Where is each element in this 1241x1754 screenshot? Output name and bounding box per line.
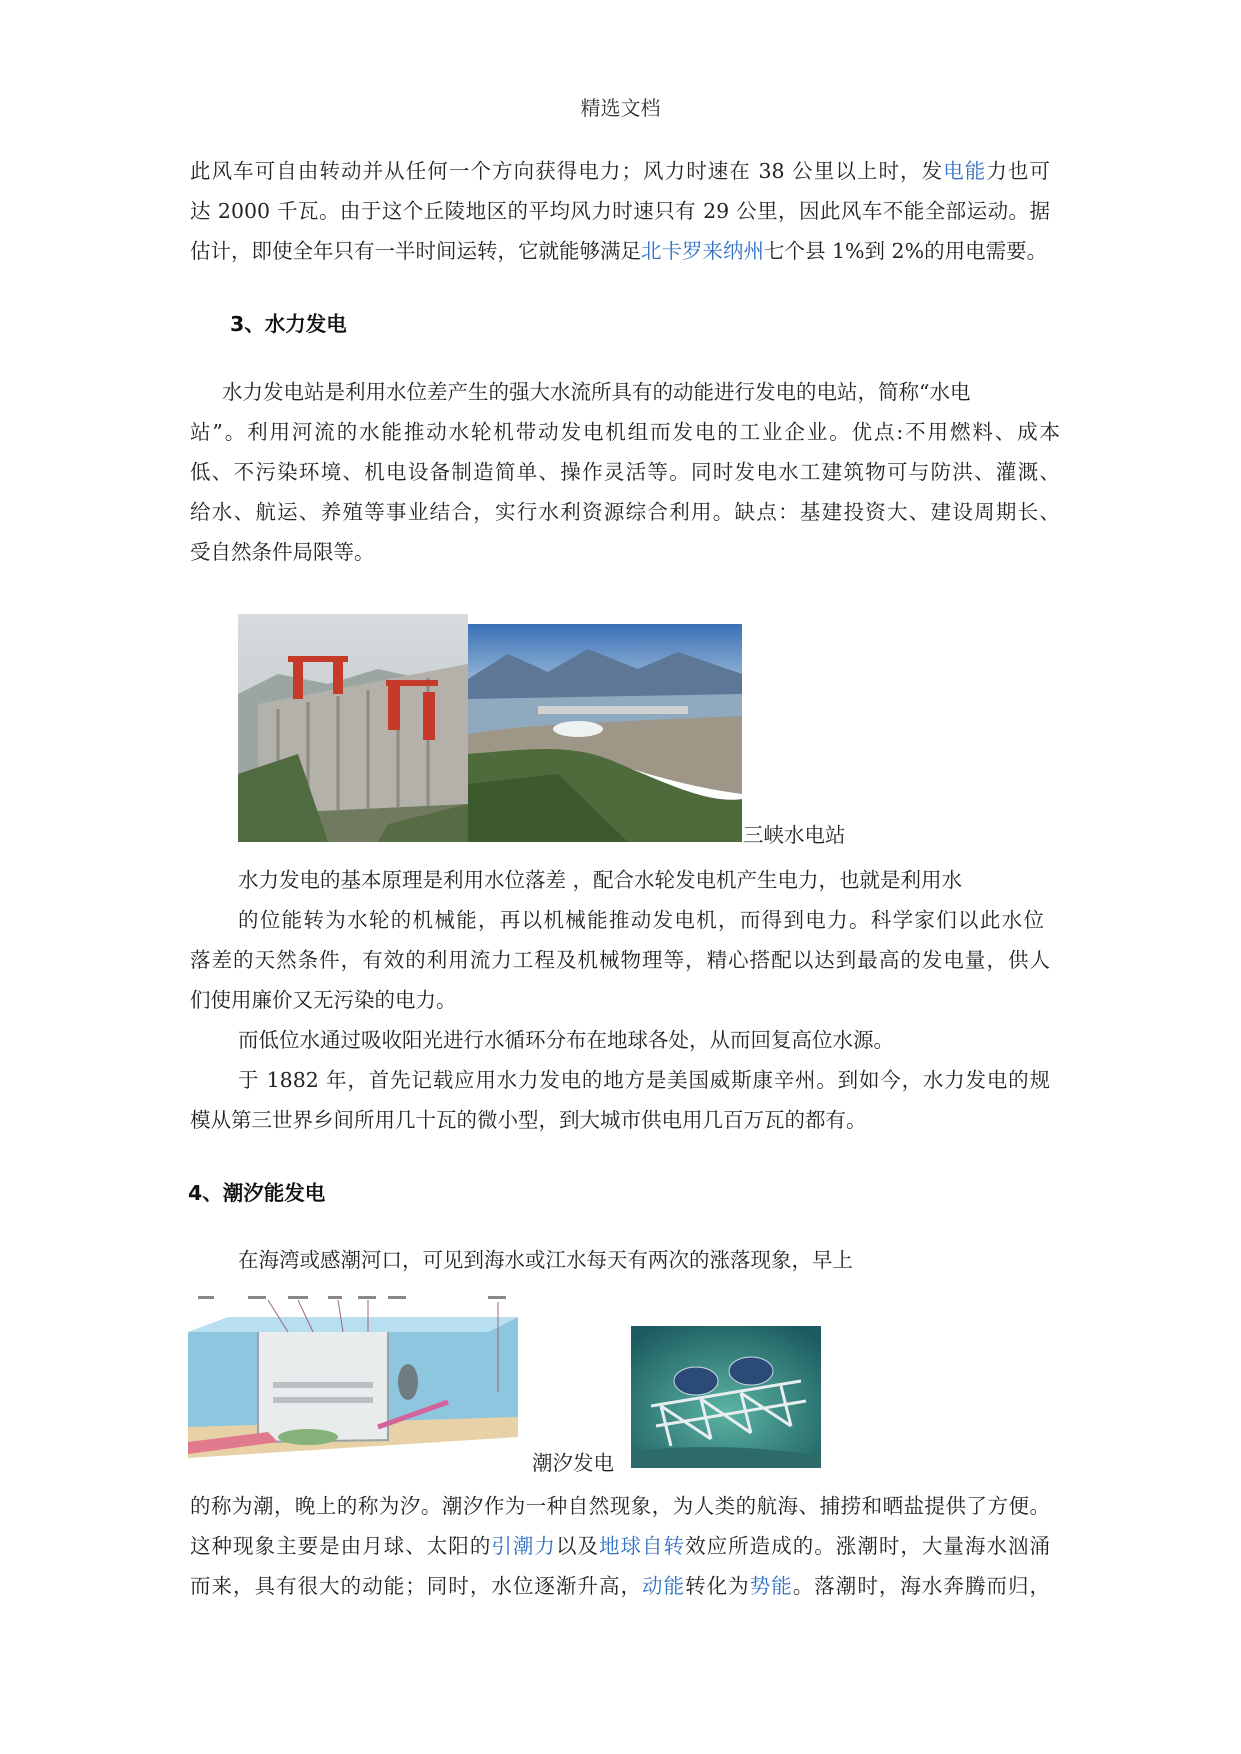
section-heading-hydro: 3、水力发电 bbox=[230, 312, 347, 336]
text-line: 水力发电站是利用水位差产生的强大水流所具有的动能进行发电的电站，简称“水电 bbox=[222, 380, 971, 404]
text-line: 的称为潮，晚上的称为汐。潮汐作为一种自然现象，为人类的航海、捕捞和晒盐提供了方便。 bbox=[190, 1494, 1050, 1518]
text-line: 此风车可自由转动并从任何一个方向获得电力；风力时速在 38 公里以上时，发电能力也可 bbox=[190, 159, 1051, 183]
text-line: 低、不污染环境、机电设备制造简单、操作灵活等。同时发电水工建筑物可与防洪、灌溉、 bbox=[190, 460, 1060, 484]
text-line: 的位能转为水轮的机械能，再以机械能推动发电机，而得到电力。科学家们以此水位 bbox=[238, 908, 1044, 932]
text-line: 们使用廉价又无污染的电力。 bbox=[190, 988, 457, 1012]
text-line: 站”。利用河流的水能推动水轮机带动发电机组而发电的工业企业。优点:不用燃料、成本 bbox=[190, 420, 1060, 444]
link-electric-energy[interactable]: 电能 bbox=[943, 159, 987, 183]
tidal-plant-diagram bbox=[188, 1292, 530, 1458]
link-north-carolina[interactable]: 北卡罗来纳州 bbox=[641, 239, 764, 263]
link-earth-rotation[interactable]: 地球自转 bbox=[599, 1534, 686, 1558]
text-line: 落差的天然条件，有效的利用流力工程及机械物理等，精心搭配以达到最高的发电量，供人 bbox=[190, 948, 1050, 972]
figure-caption-hydro: 三峡水电站 bbox=[743, 823, 846, 847]
section-heading-tidal: 4、潮汐能发电 bbox=[188, 1181, 326, 1205]
text-line: 于 1882 年，首先记载应用水力发电的地方是美国威斯康辛州。到如今，水力发电的规 bbox=[238, 1068, 1050, 1092]
text-line: 这种现象主要是由月球、太阳的引潮力以及地球自转效应所造成的。涨潮时，大量海水汹涌 bbox=[190, 1534, 1051, 1558]
text-line: 在海湾或感潮河口，可见到海水或江水每天有两次的涨落现象，早上 bbox=[238, 1248, 853, 1272]
text-line: 模从第三世界乡间所用几十瓦的微小型，到大城市供电用几百万瓦的都有。 bbox=[190, 1108, 867, 1132]
link-tidal-force[interactable]: 引潮力 bbox=[491, 1534, 556, 1558]
text-line: 达 2000 千瓦。由于这个丘陵地区的平均风力时速只有 29 公里，因此风车不能全部运动。据 bbox=[190, 199, 1050, 223]
dam-photo-closeup bbox=[238, 614, 468, 842]
text-line: 而低位水通过吸收阳光进行水循环分布在地球各处，从而回复高位水源。 bbox=[238, 1028, 894, 1052]
text-line: 受自然条件局限等。 bbox=[190, 540, 375, 564]
page-header: 精选文档 bbox=[580, 96, 661, 120]
text-line: 估计，即使全年只有一半时间运转，它就能够满足北卡罗来纳州七个县 1%到 2%的用电需要。 bbox=[190, 239, 1048, 263]
tidal-turbine-render bbox=[631, 1326, 821, 1468]
link-potential-energy[interactable]: 势能 bbox=[749, 1574, 793, 1598]
text-line: 而来，具有很大的动能；同时，水位逐渐升高，动能转化为势能。落潮时，海水奔腾而归， bbox=[190, 1574, 1051, 1598]
figure-caption-tidal: 潮汐发电 bbox=[532, 1451, 614, 1475]
text-line: 给水、航运、养殖等事业结合，实行水利资源综合利用。缺点：基建投资大、建设周期长、 bbox=[190, 500, 1060, 524]
link-kinetic-energy[interactable]: 动能 bbox=[642, 1574, 686, 1598]
dam-photo-aerial bbox=[468, 624, 742, 842]
text-line: 水力发电的基本原理是利用水位落差 ，配合水轮发电机产生电力，也就是利用水 bbox=[238, 868, 963, 892]
